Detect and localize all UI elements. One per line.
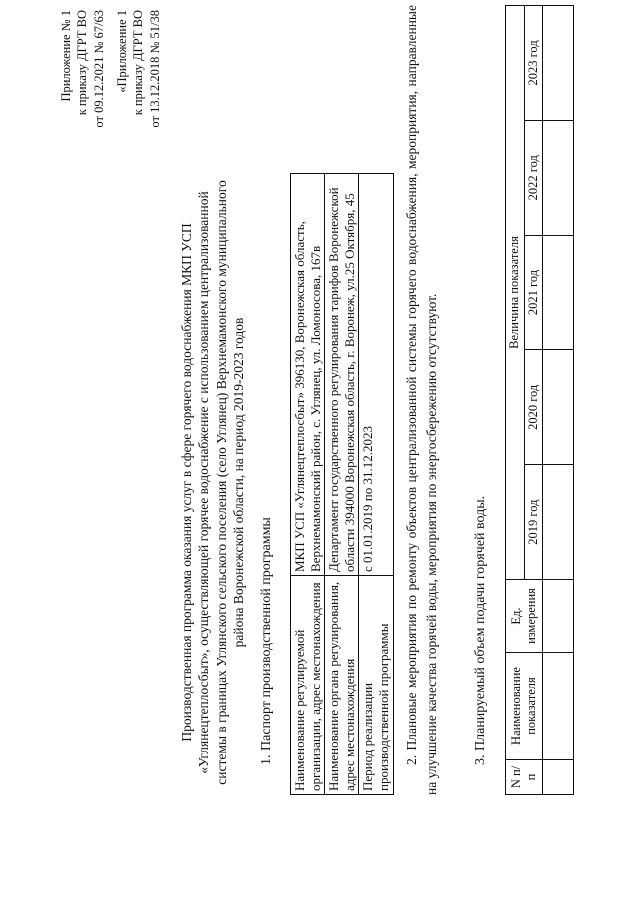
appendix-line: к приказу ДГРТ ВО: [131, 10, 146, 116]
column-header-year: 2023 год: [524, 6, 543, 121]
column-header-year: 2022 год: [524, 120, 543, 235]
passport-value: МКП УСП «Углянецтеплосбыт» 396130, Воронежская область, Верхнемамонский район, с. Углянец, ул. Ломоносова, 167в: [291, 174, 325, 576]
column-group-header: Величина показателя: [506, 6, 525, 580]
column-header-unit: Ед. измерения: [506, 580, 543, 653]
passport-label: Наименование регулируемой организации, адрес местонахождения: [291, 576, 325, 795]
appendix-reference-current: [58, 10, 107, 160]
table-cell: [543, 760, 574, 795]
column-header-name: Наименование показателя: [506, 653, 543, 760]
table-cell: [543, 120, 574, 235]
table-cell: [543, 465, 574, 580]
passport-label: Период реализации производственной программы: [359, 576, 393, 795]
column-header-number: N п/п: [506, 760, 543, 795]
table-row: [291, 174, 325, 795]
column-header-year: 2019 год: [524, 465, 543, 580]
column-header-year: 2020 год: [524, 350, 543, 465]
table-cell: [543, 6, 574, 121]
section-2-text: 2. Плановые мероприятия по ремонту объектов централизованной системы горячего водоснабжения, мероприятия, направленные на улучшение качества горячей воды, мероприятия по энергосбережению отсутствуют.: [404, 5, 439, 795]
table-row: [359, 174, 393, 795]
table-cell: [543, 235, 574, 350]
appendix-line: от 09.12.2021 № 67/63: [91, 10, 106, 128]
document-title: Производственная программа оказания услуг в сфере горячего водоснабжения МКП УСП «Углянецтеплосбыт», осуществляющей горячее водоснабжение с использованием централизованной системы в границах Углянского сельского поселения (село Углянец) Верхнемамонского муниципального района Воронежской области, на период 2019-2023 годов: [179, 180, 246, 785]
appendix-reference-original: [114, 10, 163, 160]
passport-label: Наименование органа регулирования, адрес местонахождения: [325, 576, 359, 795]
appendix-line: «Приложение 1: [115, 10, 129, 93]
volume-table: [505, 5, 574, 795]
table-cell: [543, 350, 574, 465]
passport-value: Департамент государственного регулирования тарифов Воронежской области 394000 Воронежская область, г. Воронеж, ул.25 Октября, 45: [325, 174, 359, 576]
passport-table: [290, 173, 394, 795]
table-header-row: [506, 6, 525, 795]
appendix-line: от 13.12.2018 № 51/38: [147, 10, 162, 128]
section-3-heading: 3. Планируемый объем подачи горячей воды.: [473, 495, 488, 765]
passport-value: с 01.01.2019 по 31.12.2023: [359, 174, 393, 576]
table-cell: [543, 653, 574, 760]
section-1-heading: 1. Паспорт производственной программы: [259, 517, 274, 765]
appendix-line: к приказу ДГРТ ВО: [75, 10, 90, 116]
table-row: [325, 174, 359, 795]
column-header-year: 2021 год: [524, 235, 543, 350]
table-cell: [543, 580, 574, 653]
appendix-line: Приложение № 1: [59, 10, 73, 102]
table-row: [543, 6, 574, 795]
